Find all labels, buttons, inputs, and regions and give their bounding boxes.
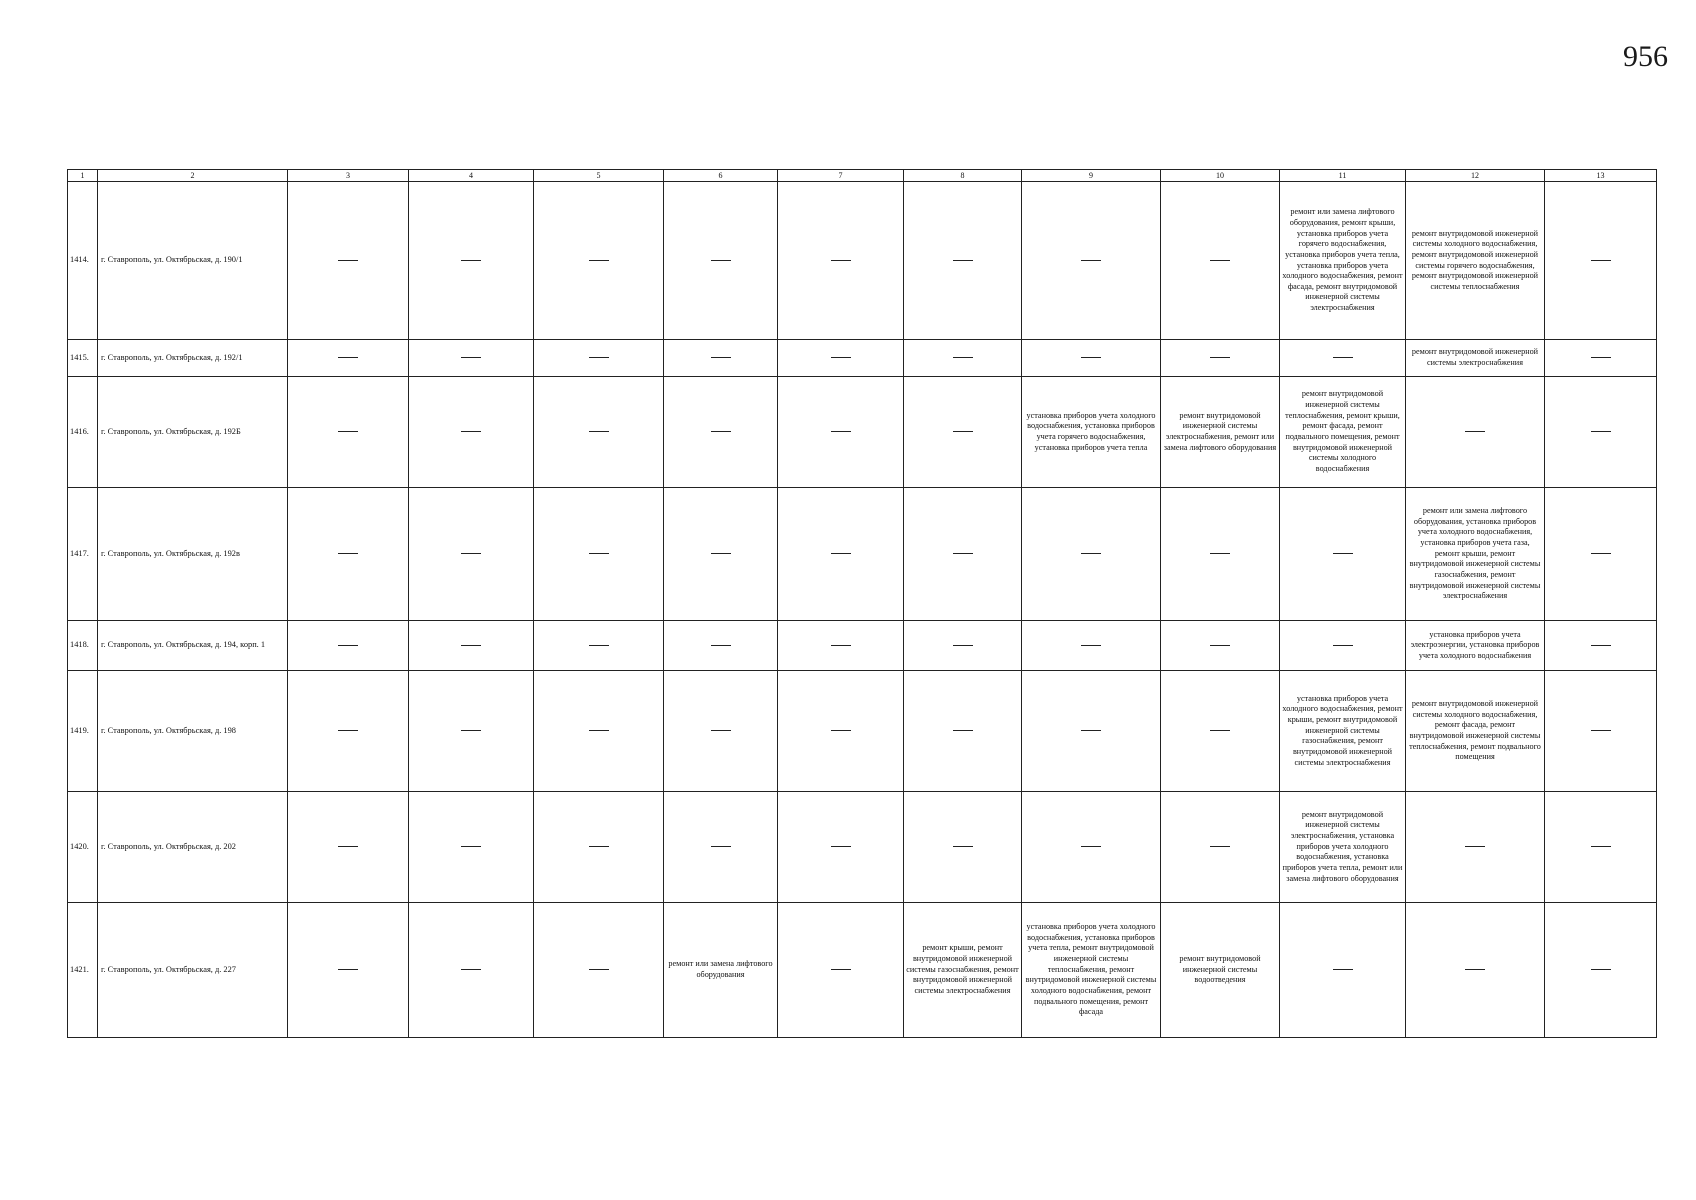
empty-cell: [1545, 377, 1657, 488]
dash-mark: [1591, 553, 1611, 554]
dash-mark: [338, 553, 358, 554]
empty-cell: [1280, 903, 1406, 1038]
empty-cell: [288, 621, 409, 671]
works-cell: ремонт или замена лифтового оборудования: [664, 903, 778, 1038]
dash-mark: [1465, 431, 1485, 432]
dash-mark: [338, 846, 358, 847]
works-cell: ремонт внутридомовой инженерной системы электроснабжения, установка приборов учета холодного водоснабжения, установка приборов учета тепла, ремонт или замена лифтового оборудования: [1280, 792, 1406, 903]
empty-cell: [288, 671, 409, 792]
empty-cell: [409, 792, 534, 903]
works-cell: установка приборов учета холодного водоснабжения, установка приборов учета горячего водоснабжения, установка приборов учета тепла: [1022, 377, 1161, 488]
dash-mark: [1210, 730, 1230, 731]
table-row: [68, 903, 1657, 1038]
empty-cell: [409, 621, 534, 671]
empty-cell: [288, 182, 409, 340]
table-row: [68, 621, 1657, 671]
empty-cell: [534, 340, 664, 377]
dash-mark: [1465, 846, 1485, 847]
dash-mark: [461, 645, 481, 646]
empty-cell: [664, 671, 778, 792]
empty-cell: [1161, 340, 1280, 377]
dash-mark: [1210, 260, 1230, 261]
dash-mark: [338, 730, 358, 731]
address-cell: г. Ставрополь, ул. Октябрьская, д. 192/1: [98, 340, 288, 377]
empty-cell: [778, 792, 904, 903]
empty-cell: [409, 182, 534, 340]
row-number: 1418.: [68, 621, 98, 671]
works-cell: ремонт внутридомовой инженерной системы холодного водоснабжения, ремонт внутридомовой инженерной системы горячего водоснабжения, ремонт внутридомовой инженерной системы теплоснабжения: [1406, 182, 1545, 340]
empty-cell: [409, 377, 534, 488]
row-number: 1419.: [68, 671, 98, 792]
dash-mark: [831, 645, 851, 646]
works-cell: ремонт внутридомовой инженерной системы теплоснабжения, ремонт крыши, ремонт фасада, ремонт подвального помещения, ремонт внутридомовой инженерной системы холодного водоснабжения: [1280, 377, 1406, 488]
empty-cell: [1161, 671, 1280, 792]
empty-cell: [1022, 792, 1161, 903]
empty-cell: [664, 792, 778, 903]
dash-mark: [953, 260, 973, 261]
dash-mark: [831, 431, 851, 432]
column-header: 8: [904, 170, 1022, 182]
empty-cell: [1161, 621, 1280, 671]
works-cell: установка приборов учета электроэнергии, установка приборов учета холодного водоснабжения: [1406, 621, 1545, 671]
dash-mark: [1465, 969, 1485, 970]
table-row: [68, 182, 1657, 340]
dash-mark: [589, 645, 609, 646]
address-cell: г. Ставрополь, ул. Октябрьская, д. 192Б: [98, 377, 288, 488]
dash-mark: [711, 260, 731, 261]
dash-mark: [1081, 553, 1101, 554]
dash-mark: [461, 260, 481, 261]
works-cell: ремонт или замена лифтового оборудования, установка приборов учета холодного водоснабжения, установка приборов учета газа, ремонт крыши, ремонт внутридомовой инженерной системы газоснабжения, ремонт внутридомовой инженерной системы электроснабжения: [1406, 488, 1545, 621]
dash-mark: [1081, 730, 1101, 731]
empty-cell: [904, 671, 1022, 792]
dash-mark: [338, 357, 358, 358]
empty-cell: [288, 903, 409, 1038]
dash-mark: [338, 645, 358, 646]
empty-cell: [288, 340, 409, 377]
dash-mark: [589, 260, 609, 261]
dash-mark: [1210, 645, 1230, 646]
dash-mark: [711, 431, 731, 432]
empty-cell: [1280, 488, 1406, 621]
dash-mark: [953, 357, 973, 358]
empty-cell: [664, 340, 778, 377]
column-number-row: [68, 170, 1657, 182]
works-cell: установка приборов учета холодного водоснабжения, ремонт крыши, ремонт внутридомовой инженерной системы газоснабжения, ремонт внутридомовой инженерной системы электроснабжения: [1280, 671, 1406, 792]
table-row: [68, 340, 1657, 377]
dash-mark: [461, 553, 481, 554]
dash-mark: [461, 357, 481, 358]
empty-cell: [409, 903, 534, 1038]
column-header: 6: [664, 170, 778, 182]
empty-cell: [1280, 621, 1406, 671]
empty-cell: [778, 903, 904, 1038]
dash-mark: [831, 553, 851, 554]
row-number: 1414.: [68, 182, 98, 340]
dash-mark: [1591, 969, 1611, 970]
dash-mark: [1210, 357, 1230, 358]
dash-mark: [1591, 357, 1611, 358]
dash-mark: [1591, 730, 1611, 731]
empty-cell: [1406, 903, 1545, 1038]
row-number: 1417.: [68, 488, 98, 621]
address-cell: г. Ставрополь, ул. Октябрьская, д. 202: [98, 792, 288, 903]
dash-mark: [589, 846, 609, 847]
dash-mark: [831, 730, 851, 731]
empty-cell: [1545, 903, 1657, 1038]
column-header: 13: [1545, 170, 1657, 182]
empty-cell: [534, 621, 664, 671]
empty-cell: [534, 377, 664, 488]
empty-cell: [1022, 621, 1161, 671]
empty-cell: [664, 488, 778, 621]
empty-cell: [534, 182, 664, 340]
empty-cell: [1161, 792, 1280, 903]
empty-cell: [409, 671, 534, 792]
dash-mark: [953, 645, 973, 646]
dash-mark: [953, 730, 973, 731]
column-header: 11: [1280, 170, 1406, 182]
dash-mark: [711, 846, 731, 847]
works-cell: ремонт крыши, ремонт внутридомовой инженерной системы газоснабжения, ремонт внутридомовой инженерной системы электроснабжения: [904, 903, 1022, 1038]
dash-mark: [1210, 553, 1230, 554]
dash-mark: [589, 553, 609, 554]
dash-mark: [953, 431, 973, 432]
row-number: 1420.: [68, 792, 98, 903]
empty-cell: [778, 621, 904, 671]
column-header: 5: [534, 170, 664, 182]
column-header: 4: [409, 170, 534, 182]
dash-mark: [1081, 645, 1101, 646]
dash-mark: [711, 553, 731, 554]
column-header: 7: [778, 170, 904, 182]
row-number: 1421.: [68, 903, 98, 1038]
works-cell: установка приборов учета холодного водоснабжения, установка приборов учета тепла, ремонт внутридомовой инженерной системы теплоснабжения, ремонт внутридомовой инженерной системы холодного водоснабжения, ремонт подвального помещения, ремонт фасада: [1022, 903, 1161, 1038]
empty-cell: [778, 671, 904, 792]
empty-cell: [1545, 340, 1657, 377]
empty-cell: [904, 792, 1022, 903]
dash-mark: [831, 357, 851, 358]
dash-mark: [338, 969, 358, 970]
empty-cell: [534, 792, 664, 903]
dash-mark: [1081, 357, 1101, 358]
dash-mark: [711, 357, 731, 358]
dash-mark: [1591, 645, 1611, 646]
page-number: 956: [1623, 40, 1668, 73]
dash-mark: [831, 846, 851, 847]
empty-cell: [1545, 182, 1657, 340]
dash-mark: [953, 553, 973, 554]
empty-cell: [664, 621, 778, 671]
dash-mark: [338, 260, 358, 261]
empty-cell: [1406, 792, 1545, 903]
dash-mark: [589, 969, 609, 970]
empty-cell: [904, 488, 1022, 621]
empty-cell: [778, 488, 904, 621]
dash-mark: [831, 260, 851, 261]
column-header: 3: [288, 170, 409, 182]
table-row: [68, 671, 1657, 792]
dash-mark: [461, 431, 481, 432]
empty-cell: [664, 182, 778, 340]
column-header: 9: [1022, 170, 1161, 182]
dash-mark: [1333, 645, 1353, 646]
dash-mark: [1591, 431, 1611, 432]
row-number: 1416.: [68, 377, 98, 488]
dash-mark: [831, 969, 851, 970]
dash-mark: [589, 730, 609, 731]
empty-cell: [288, 377, 409, 488]
empty-cell: [904, 182, 1022, 340]
empty-cell: [1545, 488, 1657, 621]
empty-cell: [778, 182, 904, 340]
empty-cell: [1545, 621, 1657, 671]
column-header: 1: [68, 170, 98, 182]
empty-cell: [534, 488, 664, 621]
table-row: [68, 377, 1657, 488]
dash-mark: [1591, 846, 1611, 847]
dash-mark: [1591, 260, 1611, 261]
address-cell: г. Ставрополь, ул. Октябрьская, д. 227: [98, 903, 288, 1038]
address-cell: г. Ставрополь, ул. Октябрьская, д. 194, корп. 1: [98, 621, 288, 671]
empty-cell: [778, 377, 904, 488]
empty-cell: [409, 340, 534, 377]
address-cell: г. Ставрополь, ул. Октябрьская, д. 190/1: [98, 182, 288, 340]
works-cell: ремонт или замена лифтового оборудования, ремонт крыши, установка приборов учета горячего водоснабжения, установка приборов учета тепла, установка приборов учета холодного водоснабжения, ремонт фасада, ремонт внутридомовой инженерной системы электроснабжения: [1280, 182, 1406, 340]
dash-mark: [1210, 846, 1230, 847]
column-header: 12: [1406, 170, 1545, 182]
works-cell: ремонт внутридомовой инженерной системы электроснабжения: [1406, 340, 1545, 377]
address-cell: г. Ставрополь, ул. Октябрьская, д. 198: [98, 671, 288, 792]
dash-mark: [461, 846, 481, 847]
address-cell: г. Ставрополь, ул. Октябрьская, д. 192в: [98, 488, 288, 621]
dash-mark: [1333, 553, 1353, 554]
row-number: 1415.: [68, 340, 98, 377]
empty-cell: [778, 340, 904, 377]
table-row: [68, 488, 1657, 621]
dash-mark: [1333, 969, 1353, 970]
dash-mark: [953, 846, 973, 847]
table-row: [68, 792, 1657, 903]
empty-cell: [1022, 340, 1161, 377]
works-cell: ремонт внутридомовой инженерной системы электроснабжения, ремонт или замена лифтового оборудования: [1161, 377, 1280, 488]
dash-mark: [1081, 260, 1101, 261]
empty-cell: [1545, 671, 1657, 792]
empty-cell: [904, 377, 1022, 488]
dash-mark: [338, 431, 358, 432]
empty-cell: [1161, 488, 1280, 621]
empty-cell: [1022, 488, 1161, 621]
column-header: 2: [98, 170, 288, 182]
works-cell: ремонт внутридомовой инженерной системы водоотведения: [1161, 903, 1280, 1038]
empty-cell: [1022, 182, 1161, 340]
empty-cell: [1406, 377, 1545, 488]
empty-cell: [534, 903, 664, 1038]
empty-cell: [1022, 671, 1161, 792]
dash-mark: [711, 645, 731, 646]
dash-mark: [1081, 846, 1101, 847]
dash-mark: [711, 730, 731, 731]
empty-cell: [288, 792, 409, 903]
column-header: 10: [1161, 170, 1280, 182]
works-cell: ремонт внутридомовой инженерной системы холодного водоснабжения, ремонт фасада, ремонт внутридомовой инженерной системы теплоснабжения, ремонт подвального помещения: [1406, 671, 1545, 792]
empty-cell: [409, 488, 534, 621]
empty-cell: [904, 621, 1022, 671]
dash-mark: [461, 969, 481, 970]
dash-mark: [589, 357, 609, 358]
empty-cell: [1280, 340, 1406, 377]
empty-cell: [1161, 182, 1280, 340]
dash-mark: [589, 431, 609, 432]
empty-cell: [1545, 792, 1657, 903]
empty-cell: [534, 671, 664, 792]
dash-mark: [1333, 357, 1353, 358]
empty-cell: [664, 377, 778, 488]
empty-cell: [904, 340, 1022, 377]
dash-mark: [461, 730, 481, 731]
works-table: [67, 169, 1657, 1038]
empty-cell: [288, 488, 409, 621]
